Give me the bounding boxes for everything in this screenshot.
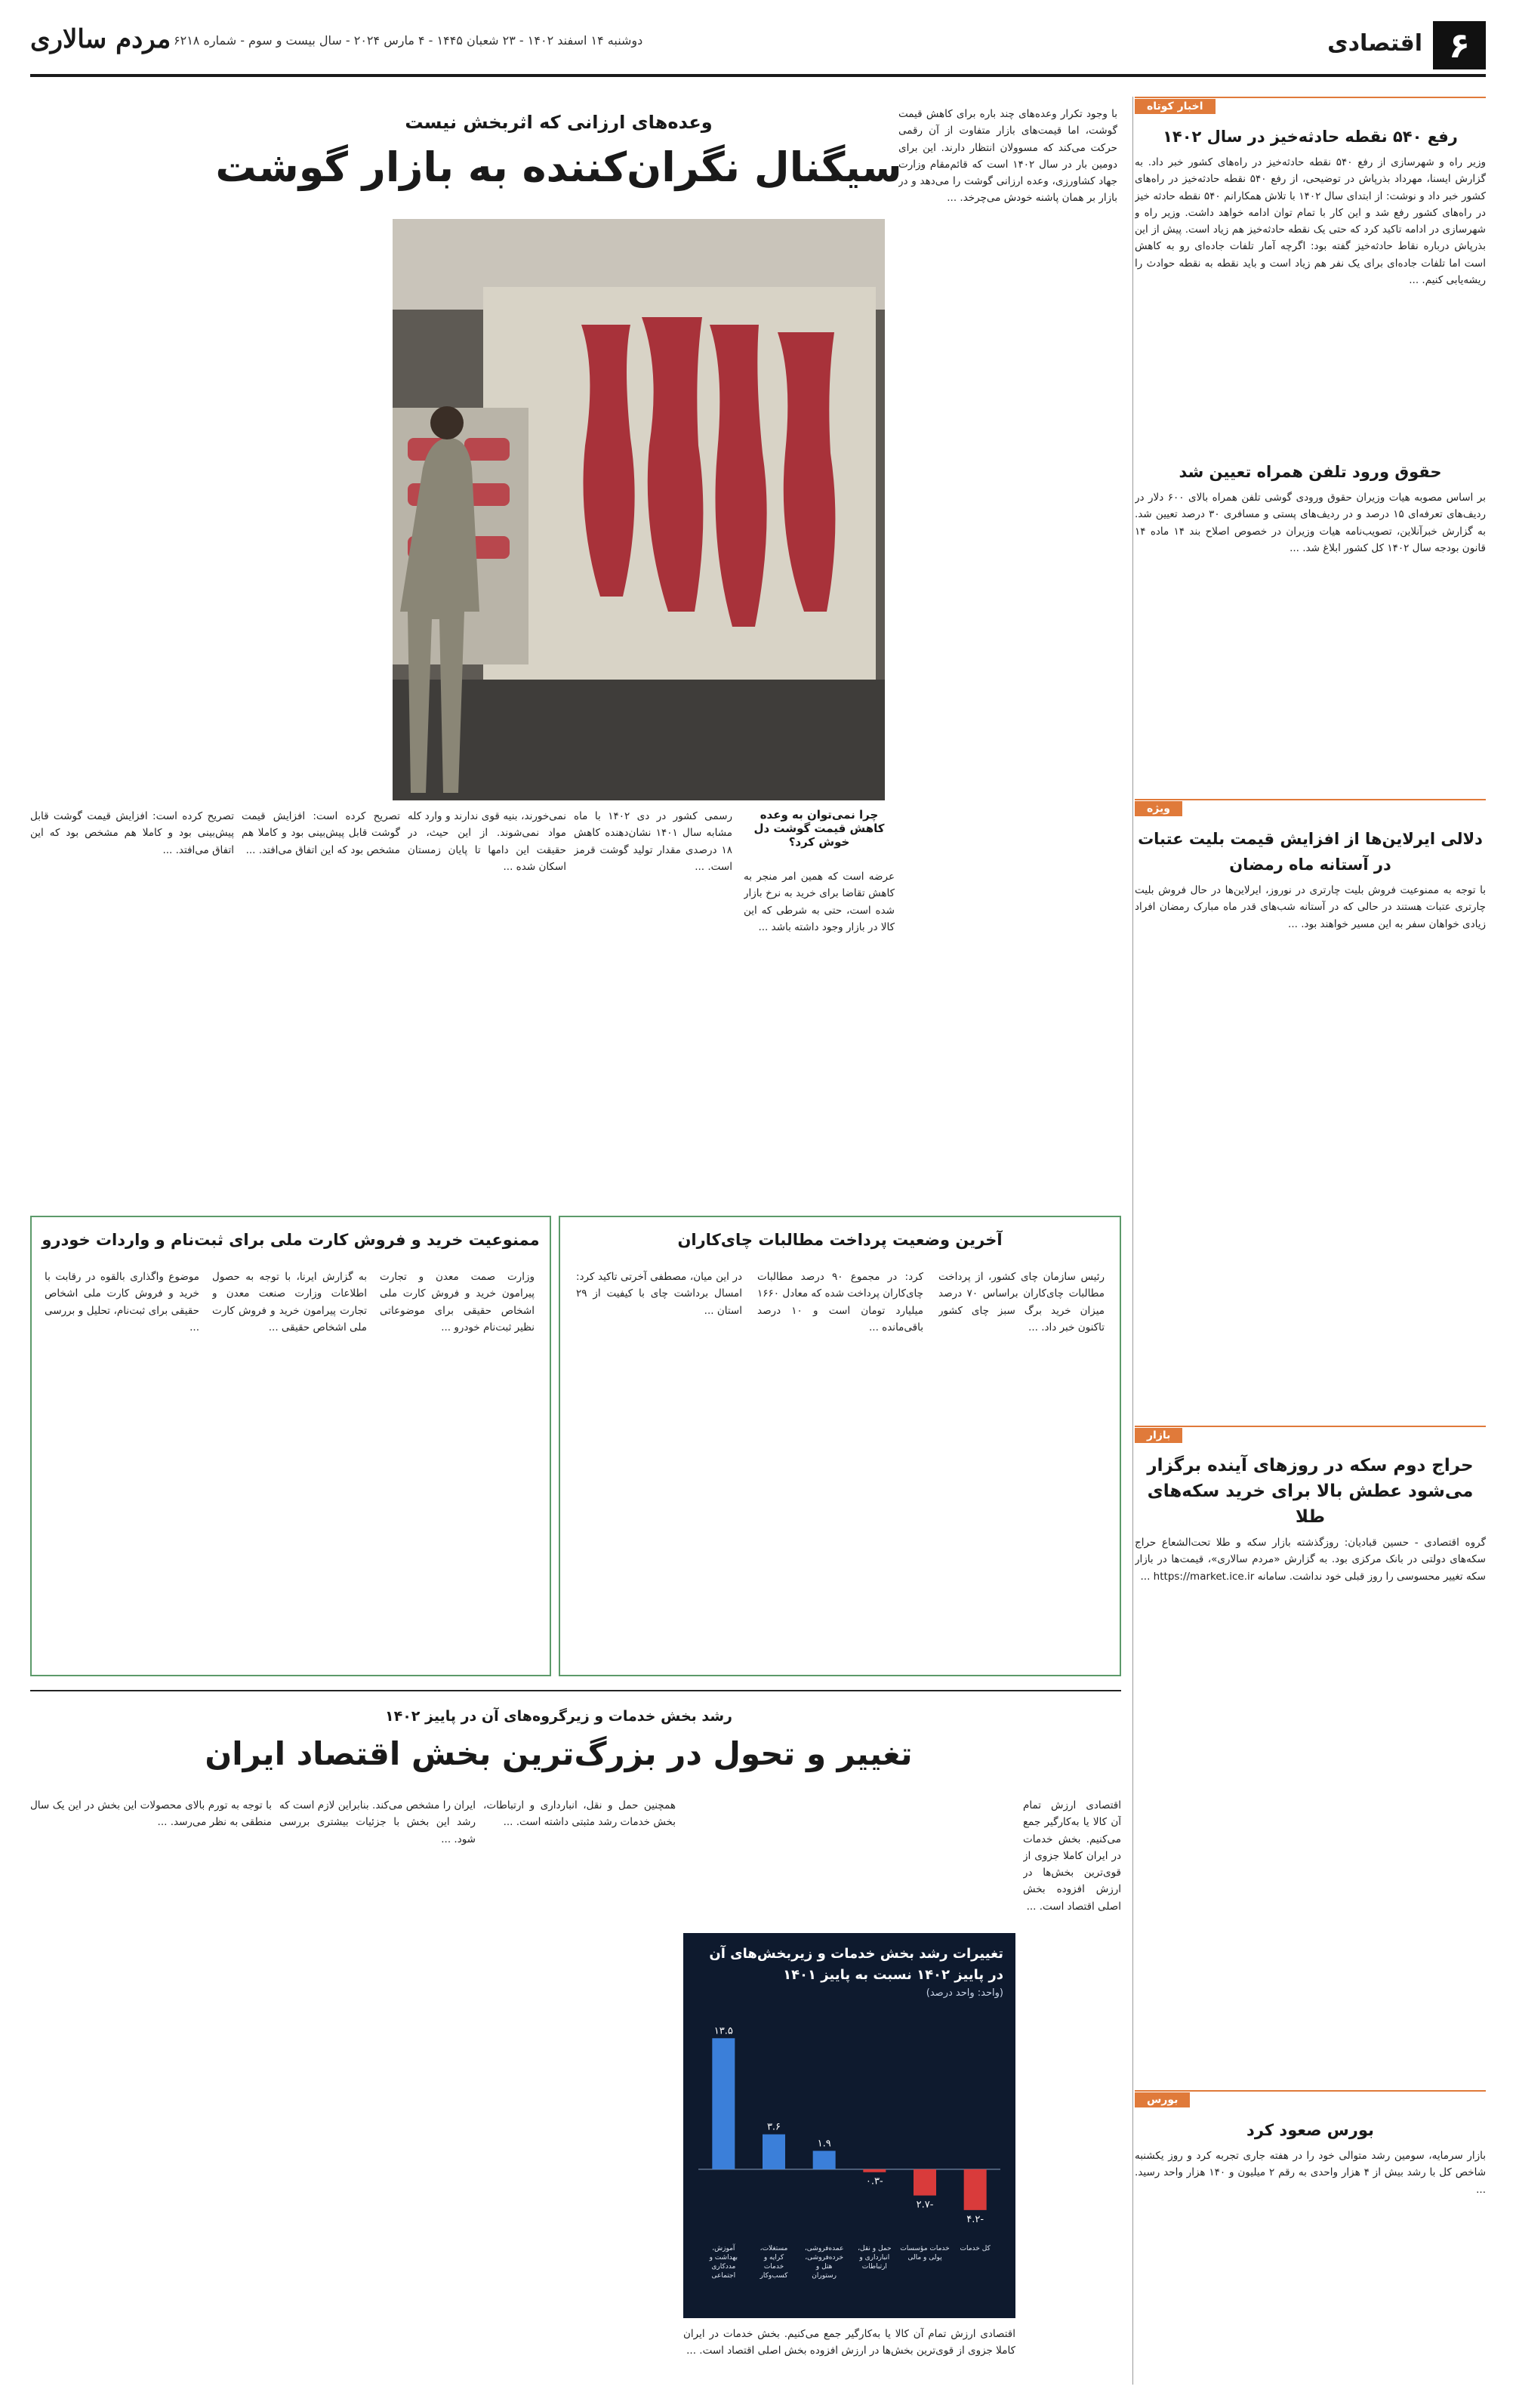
sidebar-body: با توجه به ممنوعیت فروش بلیت چارتری در نوروز، ایرلاین‌ها در حال فروش بلیت چارتری عتبات هستند در حالی که در آستانه شب‌های قدر ماه مبارک رمضان افراد زیادی خواهان سفر به این مسیر خواهند بود. ...	[1135, 884, 1486, 930]
chart-plot	[683, 2009, 1015, 2311]
sidebar-title: حراج دوم سکه در روزهای آینده برگزار می‌شود عطش بالا برای خرید سکه‌های طلا	[1147, 1456, 1474, 1527]
chart-value-label: ۱۳.۵	[713, 2025, 733, 2037]
sidebar-title: بورس صعود کرد	[1246, 2121, 1374, 2139]
butcher-shop-image	[393, 219, 885, 800]
sidebar-title: حقوق ورود تلفن همراه تعیین شد	[1179, 463, 1442, 481]
chart-bar	[863, 2169, 886, 2172]
section-divider	[30, 1690, 1121, 1691]
paper-name: مردم سالاری	[30, 24, 171, 54]
econ-kicker: رشد بخش خدمات و زیرگروه‌های آن در پاییز ۱۴۰۲	[385, 1708, 732, 1725]
chart-category-label: کل خدمات	[960, 2245, 991, 2252]
chart-category-label: آموزش، بهداشت و مددکاری اجتماعی	[709, 2245, 738, 2280]
tea-column: کرد: در مجموع ۹۰ درصد مطالبات چای‌کاران پرداخت شده که معادل ۱۶۶۰ میلیارد تومان است و ۱۰ درصد باقی‌مانده ...	[757, 1271, 923, 1333]
lead-subhead: چرا نمی‌توان به وعده کاهش قیمت گوشت دل خوش کرد؟	[753, 808, 885, 849]
sidebar-tag: بازار	[1135, 1428, 1182, 1443]
chart-value-label: -۲.۷	[916, 2199, 934, 2211]
sidebar-body: گروه اقتصادی - حسین قبادیان: روزگذشته بازار سکه و طلا تحت‌الشعاع حراج سکه‌های دولتی در بانک مرکزی بود. به گزارش «مردم سالاری»، قیمت‌ها در بازار سکه تغییر محسوسی را روز قبلی خود نداشت. سامانه https://market.ice.ir ...	[1135, 1537, 1486, 1583]
chart-bar	[813, 2151, 836, 2169]
cars-column: وزارت صمت معدن و تجارت پیرامون خرید و فروش کارت ملی اشخاص حقیقی برای موضوعاتی نظیر ثبت‌نام خودرو ...	[380, 1271, 535, 1333]
chart-bar	[712, 2038, 735, 2169]
sidebar-item	[1135, 1426, 1486, 2083]
lead-column: تصریح کرده است: افزایش قیمت گوشت قابل پیش‌بینی بود و کاملا هم مشخص بود که این اتفاق می‌افتد. ...	[30, 810, 234, 856]
sidebar-item	[1135, 459, 1486, 791]
econ-column: با توجه به تورم بالای محصولات این بخش در این یک سال منطقی به نظر می‌رسد. ...	[30, 1799, 272, 1829]
sidebar-item	[1135, 97, 1486, 452]
sidebar-tag: ویژه	[1135, 801, 1182, 816]
econ-column: اقتصادی ارزش تمام آن کالا یا به‌کارگیر جمع می‌کنیم. بخش خدمات در ایران کاملا جزوی از قوی‌ترین بخش‌ها در ارزش افزوده بخش اصلی اقتصاد است. ...	[1023, 1799, 1121, 1913]
econ-column: همچنین حمل و نقل، انبارداری و ارتباطات، بخش خدمات رشد مثبتی داشته است. ...	[483, 1799, 676, 1829]
sidebar-title: رفع ۵۴۰ نقطه حادثه‌خیز در سال ۱۴۰۲	[1163, 128, 1458, 146]
chart-value-label: ۳.۶	[766, 2121, 781, 2133]
tea-box	[559, 1216, 1121, 1676]
dateline: دوشنبه ۱۴ اسفند ۱۴۰۲ - ۲۳ شعبان ۱۴۴۵ - ۴ مارس ۲۰۲۴ - سال بیست و سوم - شماره ۶۲۱۸	[174, 33, 643, 48]
chart-value-label: ۱.۹	[817, 2138, 831, 2150]
tea-column: در این میان، مصطفی آخرتی تاکید کرد: امسال برداشت چای با کیفیت از ۲۹ استان ...	[576, 1271, 742, 1317]
sidebar-tag: اخبار کوتاه	[1135, 99, 1216, 114]
section-name: اقتصادی	[1327, 30, 1422, 57]
lead-column: نمی‌خورند، بنیه قوی ندارند و وارد کله مواد نمی‌شوند. از این حیث، در حقیقت این دامها تا پایان زمستان اسکان شده ...	[408, 810, 566, 873]
chart-bar	[964, 2169, 987, 2210]
chart-bar	[763, 2135, 785, 2169]
chart-category-label: خدمات مؤسسات پولی و مالی	[900, 2245, 950, 2262]
services-chart	[683, 1933, 1015, 2318]
chart-category-label: حمل و نقل، انبارداری و ارتباطات	[858, 2245, 892, 2271]
chart-category-label: عمده‌فروشی، خرده‌فروشی، هتل و رستوران	[804, 2245, 844, 2280]
econ-headline: تغییر و تحول در بزرگ‌ترین بخش اقتصاد ایران	[205, 1735, 913, 1772]
sidebar-item	[1135, 2090, 1486, 2369]
cars-column: به گزارش ایرنا، با توجه به حصول اطلاعات وزارت صنعت معدن و تجارت پیرامون خرید و فروش کارت ملی اشخاص حقیقی ...	[212, 1271, 367, 1333]
chart-unit: (واحد: واحد درصد)	[926, 1987, 1003, 1999]
masthead	[30, 17, 1486, 77]
sidebar-title: دلالی ایرلاین‌ها از افزایش قیمت بلیت عتبات در آستانه ماه رمضان	[1138, 830, 1483, 874]
econ-column: اقتصادی ارزش تمام آن کالا یا به‌کارگیر جمع می‌کنیم. بخش خدمات در ایران کاملا جزوی از قوی‌ترین بخش‌ها در ارزش افزوده بخش اصلی اقتصاد است. ...	[683, 2328, 1015, 2357]
lead-column: رسمی کشور در دی ۱۴۰۲ با ماه مشابه سال ۱۴۰۱ نشان‌دهنده کاهش ۱۸ درصدی مقدار تولید گوشت قرمز است. ...	[574, 810, 732, 873]
chart-bar	[914, 2169, 936, 2196]
chart-value-label: -۴.۲	[966, 2213, 984, 2225]
sidebar-body: بر اساس مصوبه هیات وزیران حقوق ورودی گوشی تلفن همراه بالای ۶۰۰ دلار در ردیف‌های تعرفه‌ای ۱۵ درصد و در ردیف‌های پستی و مسافری ۳۰ درصد تعیین شد. به گزارش خبرآنلاین، تصویب‌نامه هیات وزیران در خصوص اصلاح بند ۱۴ ماده ۱۴ قانون بودجه سال ۱۴۰۲ کل کشور ابلاغ شد. ...	[1135, 492, 1486, 554]
lead-kicker: وعده‌های ارزانی که اثربخش نیست	[405, 112, 713, 133]
sidebar-tag: بورس	[1135, 2092, 1190, 2107]
column-rule	[1132, 97, 1133, 2385]
chart-title: تغییرات رشد بخش خدمات و زیربخش‌های آن در پاییز ۱۴۰۲ نسبت به پاییز ۱۴۰۱	[709, 1946, 1003, 1983]
sidebar-item	[1135, 799, 1486, 1418]
cars-column: موضوع واگذاری بالقوه در رقابت با خرید و فروش کارت ملی اشخاص حقیقی برای ثبت‌نام، تحلیل و بررسی ...	[45, 1271, 199, 1333]
tea-column: رئیس سازمان چای کشور، از پرداخت مطالبات چای‌کاران براساس ۷۰ درصد میزان خرید برگ سبز چای کشور تاکنون خبر داد. ...	[938, 1271, 1105, 1333]
lead-photo	[393, 219, 885, 800]
lead-headline: سیگنال نگران‌کننده به بازار گوشت	[215, 143, 902, 191]
lead-column: تصریح کرده است: افزایش قیمت گوشت قابل پیش‌بینی بود و کاملا هم مشخص بود که این اتفاق می‌افتد. ...	[242, 810, 400, 856]
sidebar-body: بازار سرمایه، سومین رشد متوالی خود را در هفته جاری تجربه کرد و روز یکشنبه شاخص کل با رشد بیش از ۴ هزار واحدی به رقم ۲ میلیون و ۱۴۰ هزار واحد رسید. ...	[1135, 2150, 1486, 2196]
cars-box	[30, 1216, 551, 1676]
lead-column: عرضه است که همین امر منجر به کاهش تقاضا برای خرید به نرخ بازار شده است، حتی به شرطی که این کالا در بازار وجود داشته باشد ...	[744, 871, 895, 933]
econ-column: ایران را مشخص می‌کند. بنابراین لازم است که رشد این بخش با جزئیات بیشتری بررسی شود. ...	[279, 1799, 476, 1845]
sidebar	[1135, 97, 1486, 2385]
chart-value-label: -۰.۳	[865, 2175, 883, 2188]
sidebar-body: وزیر راه و شهرسازی از رفع ۵۴۰ نقطه حادثه‌خیز در راه‌های کشور خبر داد. به گزارش ایسنا، مهرداد بذرپاش در توضیحی، از رفع ۵۴۰ نقطه حادثه‌خیز در راه‌های کشور خبر داد و نوشت: از ابتدای سال ۱۴۰۲ با تلاش همکارانم ۵۴۰ نقطه حادثه خیز در راه‌های کشور رفع شد و این کار با تمام توان ادامه خواهد داشت. وزیر راه و شهرسازی در ادامه تاکید کرد که حتی یک نقطه حادثه‌خیز هم زیاد است. پیش از این بذرپاش درباره نقاط حادثه‌خیز گفته بود: اگرچه آمار تلفات جاده‌ای رو به کاهش است اما تلفات جاده‌ای برای یک نفر هم زیاد است و باید نقطه به نقطه حوادث را ریشه‌یابی کنیم. ...	[1135, 156, 1486, 287]
page-number: ۶	[1433, 21, 1486, 69]
lead-column: با وجود تکرار وعده‌های چند باره برای کاهش قیمت گوشت، اما قیمت‌های بازار متفاوت از آن رقمی حرکت می‌کند که مسوولان انتظار دارند. این برای دومین بار در سال ۱۴۰۲ است که قائم‌مقام وزارت جهاد کشاورزی، وعده ارزانی گوشت را می‌دهد و در بازار بر همان پاشنه خودش می‌چرخد. ...	[898, 108, 1117, 205]
tea-title: آخرین وضعیت پرداخت مطالبات چای‌کاران	[677, 1231, 1003, 1249]
chart-category-label: مستغلات، کرایه و خدمات کسب‌وکار	[760, 2245, 788, 2280]
cars-title: ممنوعیت خرید و فروش کارت ملی برای ثبت‌نام و واردات خودرو	[42, 1231, 540, 1249]
